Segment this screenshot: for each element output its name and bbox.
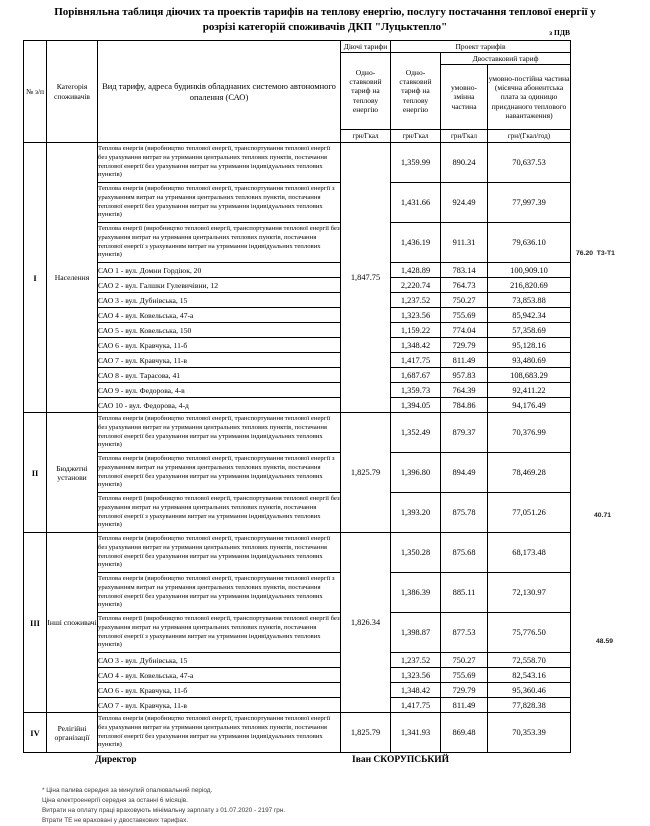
tariff-table-header — [24, 41, 571, 143]
cell-variable-part: 875.78 — [441, 493, 488, 533]
table-row — [24, 683, 571, 698]
cell-fixed-part: 70,353.39 — [488, 713, 571, 753]
header-fixed-part: умовно-постійна частина (місячна абонентська плата за одиницю приєднаного теплового навантаження) — [488, 65, 571, 130]
cell-project-tariff: 1,417.75 — [391, 698, 441, 713]
cell-project-tariff: 1,352.49 — [391, 413, 441, 453]
unit-variable: грн/Гкал — [441, 130, 488, 143]
cell-fixed-part: 75,776.50 — [488, 613, 571, 653]
signature-role: Директор — [95, 755, 137, 765]
cell-category-num: IV — [24, 713, 47, 753]
cell-tariff-type: Теплова енергія (виробництво теплової енергії, транспортування теплової енергії без урахування витрат на утримання центральних теплових пунктів, постачання теплової енергії без урахування витрат на утримання індивідуальних теплових пунктів) — [98, 143, 341, 183]
cell-variable-part: 957.83 — [441, 368, 488, 383]
cell-variable-part: 750.27 — [441, 653, 488, 668]
cell-variable-part: 885.11 — [441, 573, 488, 613]
table-row — [24, 338, 571, 353]
cell-tariff-type: Теплова енергія (виробництво теплової енергії, транспортування теплової енергії без урахування витрат на утримання центральних теплових пунктів, постачання теплової енергії без урахування витрат на утримання індивідуальних теплових пунктів) — [98, 533, 341, 573]
header-project-single: Одно-ставковий тариф на теплову енергію — [391, 53, 441, 130]
cell-category-name: Населення — [47, 143, 98, 413]
cell-variable-part: 755.69 — [441, 668, 488, 683]
margin-note-2: 40.71 — [594, 512, 612, 519]
cell-variable-part: 869.48 — [441, 713, 488, 753]
header-current-group: Діючі тарифи — [341, 41, 391, 53]
cell-variable-part: 875.68 — [441, 533, 488, 573]
cell-fixed-part: 68,173.48 — [488, 533, 571, 573]
cell-project-tariff: 1,359.73 — [391, 383, 441, 398]
cell-fixed-part: 77,828.38 — [488, 698, 571, 713]
cell-tariff-type: Теплова енергія (виробництво теплової енергії, транспортування теплової енергії без урахування витрат на утримання центральних теплових пунктів, постачання теплової енергії без урахування витрат на утримання індивідуальних теплових пунктів) — [98, 713, 341, 753]
cell-project-tariff: 1,237.52 — [391, 653, 441, 668]
cell-fixed-part: 95,128.16 — [488, 338, 571, 353]
header-num: № з/п — [24, 41, 47, 143]
table-row — [24, 453, 571, 493]
cell-tariff-type: Теплова енергії (виробництво теплової енергії, транспортування теплової енергії без урахування витрат на утримання центральних теплових пунктів, постачання теплової енергії з урахуванням витрат на утримання індивідуальних теплових пунктів) — [98, 493, 341, 533]
footnote-line: Ціна електроенергії середня за останні 6 місяців. — [42, 796, 188, 804]
cell-category-num: II — [24, 413, 47, 533]
table-row — [24, 383, 571, 398]
cell-fixed-part: 93,480.69 — [488, 353, 571, 368]
table-row — [24, 653, 571, 668]
cell-variable-part: 811.49 — [441, 698, 488, 713]
cell-project-tariff: 1,323.56 — [391, 668, 441, 683]
tariff-table — [23, 40, 571, 753]
cell-variable-part: 784.86 — [441, 398, 488, 413]
cell-tariff-type: САО 9 - вул. Федорова, 4-в — [98, 383, 341, 398]
cell-project-tariff: 1,396.80 — [391, 453, 441, 493]
cell-fixed-part: 72,558.70 — [488, 653, 571, 668]
cell-tariff-type: САО 7 - вул. Кравчука, 11-в — [98, 698, 341, 713]
cell-tariff-type: САО 4 - вул. Ковельська, 47-а — [98, 308, 341, 323]
cell-variable-part: 811.49 — [441, 353, 488, 368]
table-row — [24, 323, 571, 338]
cell-current-tariff: 1,825.79 — [341, 713, 391, 753]
cell-current-tariff: 1,826.34 — [341, 533, 391, 713]
cell-tariff-type: Теплова енергія (виробництво теплової енергії, транспортування теплової енергії без урахування витрат на утримання центральних теплових пунктів, постачання теплової енергії без урахування витрат на утримання індивідуальних теплових пунктів) — [98, 413, 341, 453]
vat-note: з ПДВ — [549, 28, 570, 37]
cell-variable-part: 894.49 — [441, 453, 488, 493]
header-row-groups — [24, 41, 571, 53]
cell-current-tariff: 1,825.79 — [341, 413, 391, 533]
cell-variable-part: 729.79 — [441, 338, 488, 353]
footnotes — [42, 786, 285, 826]
cell-variable-part: 764.39 — [441, 383, 488, 398]
cell-project-tariff: 1,428.89 — [391, 263, 441, 278]
cell-project-tariff: 1,341.93 — [391, 713, 441, 753]
cell-project-tariff: 1,436.19 — [391, 223, 441, 263]
cell-fixed-part: 77,051.26 — [488, 493, 571, 533]
cell-variable-part: 924.49 — [441, 183, 488, 223]
cell-fixed-part: 82,543.16 — [488, 668, 571, 683]
table-row — [24, 278, 571, 293]
cell-variable-part: 877.53 — [441, 613, 488, 653]
cell-fixed-part: 79,636.10 — [488, 223, 571, 263]
table-row — [24, 713, 571, 753]
cell-tariff-type: Теплова енергія (виробництво теплової енергії, транспортування теплової енергії з урахуванням витрат на утримання центральних теплових пунктів, постачання теплової енергії без урахування витрат на утримання індивідуальних теплових пунктів) — [98, 453, 341, 493]
cell-tariff-type: САО 8 - вул. Тарасова, 41 — [98, 368, 341, 383]
cell-fixed-part: 100,909.10 — [488, 263, 571, 278]
cell-category-num: III — [24, 533, 47, 713]
cell-project-tariff: 1,393.20 — [391, 493, 441, 533]
cell-tariff-type: САО 5 - вул. Ковельська, 150 — [98, 323, 341, 338]
cell-fixed-part: 94,176.49 — [488, 398, 571, 413]
footnote-line: Витрати на оплату праці враховують мінімальну зарплату з 01.07.2020 - 2197 грн. — [42, 806, 286, 814]
cell-variable-part: 879.37 — [441, 413, 488, 453]
cell-project-tariff: 1,431.66 — [391, 183, 441, 223]
header-project-group: Проект тарифів — [391, 41, 571, 53]
table-row — [24, 183, 571, 223]
signature-name: Іван СКОРУПСЬКИЙ — [352, 755, 450, 765]
page-title-line1: Порівняльна таблиця діючих та проектів тарифів на теплову енергію, послугу постачання теплової енергії у — [54, 6, 596, 18]
table-row — [24, 668, 571, 683]
header-category: Категорія споживачів — [47, 41, 98, 143]
cell-fixed-part: 85,942.34 — [488, 308, 571, 323]
cell-category-name: Бюджетні установи — [47, 413, 98, 533]
cell-tariff-type: САО 6 - вул. Кравчука, 11-б — [98, 683, 341, 698]
tariff-table-body — [24, 143, 571, 753]
cell-fixed-part: 77,997.39 — [488, 183, 571, 223]
table-row — [24, 413, 571, 453]
table-row — [24, 573, 571, 613]
cell-current-tariff: 1,847.75 — [341, 143, 391, 413]
cell-variable-part: 764.73 — [441, 278, 488, 293]
table-row — [24, 398, 571, 413]
cell-tariff-type: САО 10 - вул. Федорова, 4-д — [98, 398, 341, 413]
cell-category-num: I — [24, 143, 47, 413]
cell-project-tariff: 1,359.99 — [391, 143, 441, 183]
cell-variable-part: 890.24 — [441, 143, 488, 183]
cell-tariff-type: САО 3 - вул. Дубнівська, 15 — [98, 293, 341, 308]
unit-fixed: грн/(Гкал/год) — [488, 130, 571, 143]
cell-tariff-type: Теплова енергії (виробництво теплової енергії, транспортування теплової енергії без урахування витрат на утримання центральних теплових пунктів, постачання теплової енергії з урахуванням витрат на утримання індивідуальних теплових пунктів) — [98, 613, 341, 653]
cell-project-tariff: 2,220.74 — [391, 278, 441, 293]
cell-variable-part: 783.14 — [441, 263, 488, 278]
margin-note-t3-t1: 76.20 Т3-Т1 — [576, 250, 615, 257]
cell-tariff-type: Теплова енергія (виробництво теплової енергії, транспортування теплової енергії з урахуванням витрат на утримання центральних теплових пунктів, постачання теплової енергії без урахування витрат на утримання індивідуальних теплових пунктів) — [98, 183, 341, 223]
table-row — [24, 263, 571, 278]
header-current-single: Одно-ставковий тариф на теплову енергію — [341, 53, 391, 130]
cell-tariff-type: САО 2 - вул. Галшки Гулевичівни, 12 — [98, 278, 341, 293]
cell-fixed-part: 108,683.29 — [488, 368, 571, 383]
cell-fixed-part: 216,820.69 — [488, 278, 571, 293]
table-row — [24, 223, 571, 263]
cell-variable-part: 911.31 — [441, 223, 488, 263]
table-row — [24, 308, 571, 323]
cell-project-tariff: 1,350.28 — [391, 533, 441, 573]
table-row — [24, 493, 571, 533]
cell-tariff-type: Теплова енергії (виробництво теплової енергії, транспортування теплової енергії без урахування витрат на утримання центральних теплових пунктів, постачання теплової енергії з урахуванням витрат на утримання індивідуальних теплових пунктів) — [98, 223, 341, 263]
cell-tariff-type: САО 6 - вул. Кравчука, 11-б — [98, 338, 341, 353]
header-two-part-group: Двоставковий тариф — [441, 53, 571, 65]
cell-fixed-part: 95,360.46 — [488, 683, 571, 698]
footnote-line: * Ціна палива середня за минулий опалювальний період. — [42, 787, 213, 794]
cell-variable-part: 774.04 — [441, 323, 488, 338]
table-row — [24, 368, 571, 383]
cell-fixed-part: 70,637.53 — [488, 143, 571, 183]
cell-category-name: Інші споживачі — [47, 533, 98, 713]
cell-project-tariff: 1,394.05 — [391, 398, 441, 413]
cell-project-tariff: 1,398.87 — [391, 613, 441, 653]
cell-project-tariff: 1,323.56 — [391, 308, 441, 323]
cell-tariff-type: САО 7 - вул. Кравчука, 11-в — [98, 353, 341, 368]
cell-project-tariff: 1,348.42 — [391, 683, 441, 698]
cell-tariff-type: САО 4 - вул. Ковельська, 47-а — [98, 668, 341, 683]
cell-project-tariff: 1,159.22 — [391, 323, 441, 338]
table-row — [24, 293, 571, 308]
cell-fixed-part: 92,411.22 — [488, 383, 571, 398]
cell-project-tariff: 1,348.42 — [391, 338, 441, 353]
cell-fixed-part: 73,853.88 — [488, 293, 571, 308]
page-title-line2: розрізі категорій споживачів ДКП "Луцьктепло" — [202, 20, 448, 33]
table-row — [24, 353, 571, 368]
cell-tariff-type: САО 1 - вул. Домни Гордіюк, 20 — [98, 263, 341, 278]
cell-tariff-type: Теплова енергія (виробництво теплової енергії, транспортування теплової енергії з урахуванням витрат на утримання центральних теплових пунктів, постачання теплової енергії без урахування витрат на утримання індивідуальних теплових пунктів) — [98, 573, 341, 613]
cell-project-tariff: 1,386.39 — [391, 573, 441, 613]
cell-variable-part: 750.27 — [441, 293, 488, 308]
cell-project-tariff: 1,237.52 — [391, 293, 441, 308]
footnote-line: Втрати ТЕ не враховані у двоставкових тарифах. — [42, 816, 189, 824]
header-variable-part: умовно-змінна частина — [441, 65, 488, 130]
cell-fixed-part: 72,130.97 — [488, 573, 571, 613]
unit-project: грн/Гкал — [391, 130, 441, 143]
cell-project-tariff: 1,417.75 — [391, 353, 441, 368]
cell-fixed-part: 70,376.99 — [488, 413, 571, 453]
cell-project-tariff: 1,687.67 — [391, 368, 441, 383]
margin-note-3: 48.59 — [596, 638, 614, 645]
cell-variable-part: 755.69 — [441, 308, 488, 323]
cell-category-name: Релігійні організації — [47, 713, 98, 753]
table-row — [24, 533, 571, 573]
table-row — [24, 698, 571, 713]
cell-fixed-part: 78,469.28 — [488, 453, 571, 493]
unit-current: грн/Гкал — [341, 130, 391, 143]
cell-fixed-part: 57,358.69 — [488, 323, 571, 338]
table-row — [24, 613, 571, 653]
cell-tariff-type: САО 3 - вул. Дубнівська, 15 — [98, 653, 341, 668]
header-tariff-type: Вид тарифу, адреса будинків обладнаних системою автономного опалення (САО) — [98, 41, 341, 143]
cell-variable-part: 729.79 — [441, 683, 488, 698]
table-row — [24, 143, 571, 183]
